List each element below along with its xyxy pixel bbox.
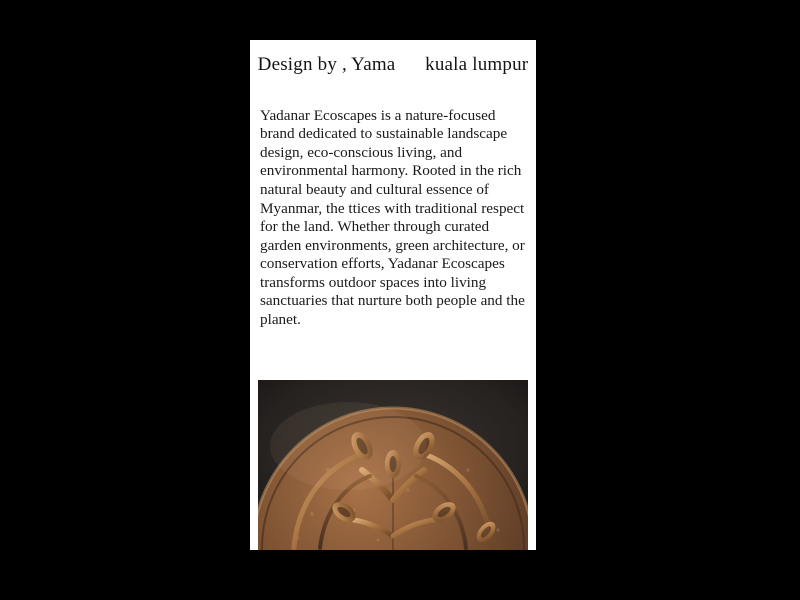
medallion-image <box>258 380 528 550</box>
page-title: Design by , Yama kuala lumpur <box>257 54 529 75</box>
bronze-leaf-medallion-graphic <box>258 380 528 550</box>
brand-description-text: Yadanar Ecoscapes is a nature-focused brand dedicated to sustainable landscape design, eco-conscious living, and environmental harmony. Rooted in the rich natural beauty and cultural essence of Myanmar, the ttices with traditional respect for the land. Whether through curated garden environments, green architecture, or conservation efforts, Yadanar Ecoscapes transforms outdoor spaces into living sanctuaries that nurture both people and the planet. <box>260 106 525 328</box>
content-card <box>250 40 536 550</box>
brand-description <box>250 107 536 330</box>
card-header <box>250 40 536 77</box>
